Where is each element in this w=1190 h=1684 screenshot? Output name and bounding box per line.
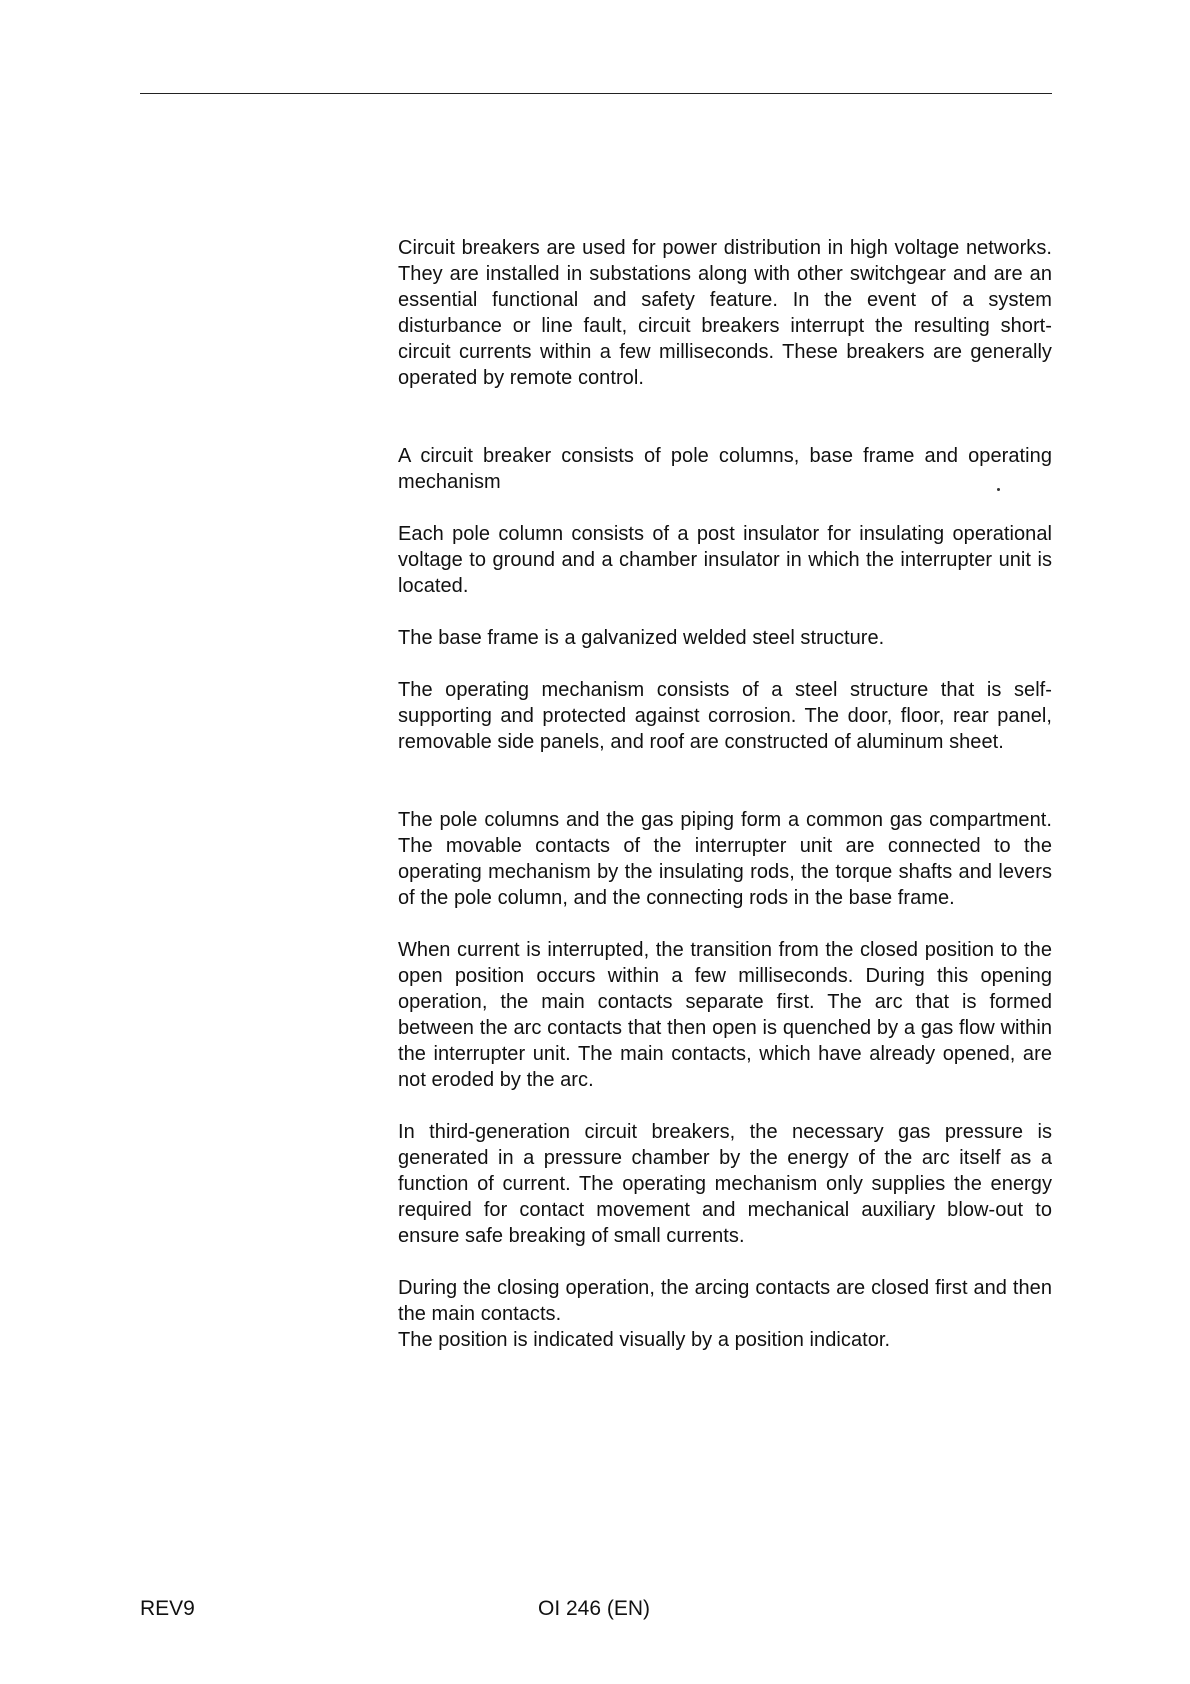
body-text [398,235,1052,1353]
function-paragraph-third-generation: In third-generation circuit breakers, the necessary gas pressure is generated in a pressure chamber by the energy of the arc itself as a function of current. The operating mechanism only supplies the energy required for contact movement and mechanical auxiliary blow-out to ensure safe breaking of small currents. [398,1121,1052,1247]
intro-paragraph: Circuit breakers are used for power distribution in high voltage networks. They are installed in substations along with other switchgear and are an essential functional and safety feature. In the event of a system disturbance or line fault, circuit breakers interrupt the resulting short-circuit currents within a few milliseconds. These breakers are generally operated by remote control. [398,237,1052,389]
section-spacer [398,755,1052,807]
footer-document-id: OI 246 (EN) [538,1597,651,1620]
section-spacer [398,391,1052,443]
design-paragraph-pole-column: Each pole column consists of a post insulator for insulating operational voltage to ground and a chamber insulator in which the interrupter unit is located. [398,523,1052,597]
function-paragraph-closing: During the closing operation, the arcing contacts are closed first and then the main contacts. The position is indicated visually by a position indicator. [398,1277,1052,1351]
design-paragraph-operating-mechanism: The operating mechanism consists of a steel structure that is self-supporting and protected against corrosion. The door, floor, rear panel, removable side panels, and roof are constructed of aluminum sheet. [398,679,1052,753]
design-paragraph-overview: A circuit breaker consists of pole columns, base frame and operating mechanism [398,445,1052,493]
header-rule [140,93,1052,94]
design-paragraph-base-frame: The base frame is a galvanized welded steel structure. [398,627,885,649]
footer-revision: REV9 [140,1597,195,1620]
function-paragraph-gas-compartment: The pole columns and the gas piping form a common gas compartment. The movable contacts of the interrupter unit are connected to the operating mechanism by the insulating rods, the torque shafts and levers of the pole column, and the connecting rods in the base frame. [398,809,1052,909]
function-paragraph-opening: When current is interrupted, the transition from the closed position to the open position occurs within a few milliseconds. During this opening operation, the main contacts separate first. The arc that is formed between the arc contacts that then open is quenched by a gas flow within the interrupter unit. The main contacts, which have already opened, are not eroded by the arc. [398,939,1052,1091]
dot-mark [997,488,1000,491]
